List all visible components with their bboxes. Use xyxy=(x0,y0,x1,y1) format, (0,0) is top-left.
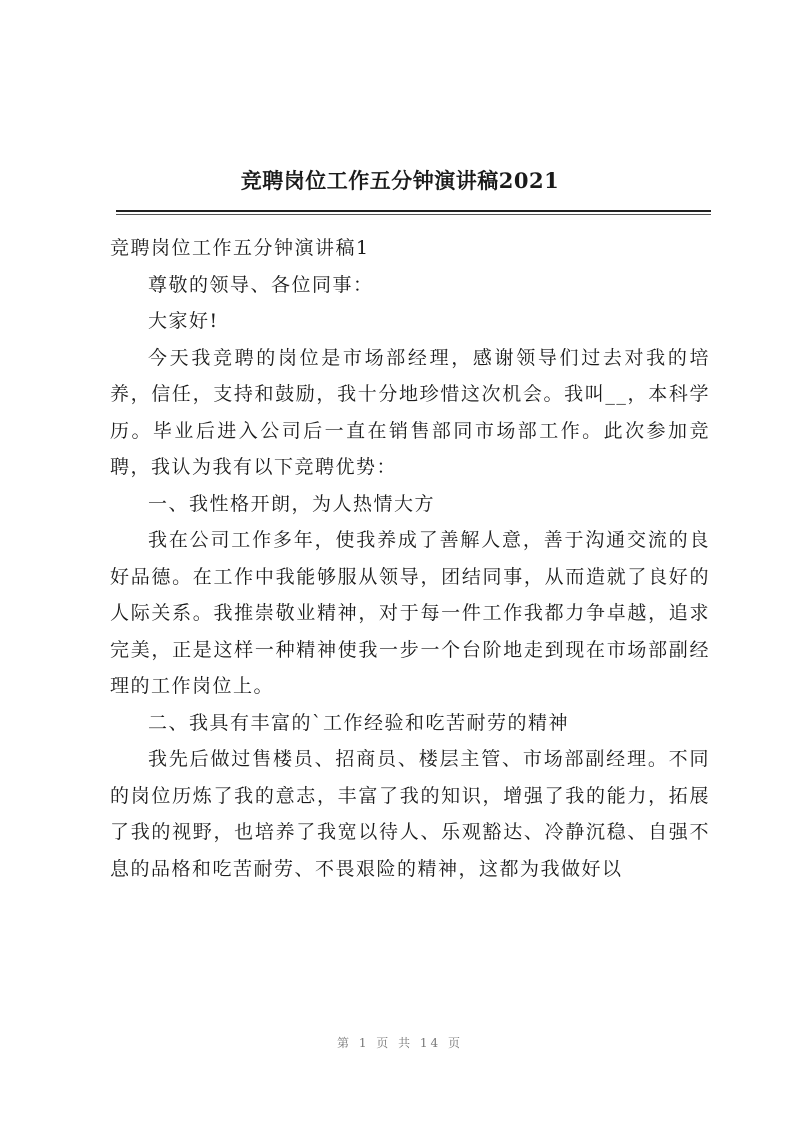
salutation: 尊敬的领导、各位同事： xyxy=(148,273,374,296)
greeting: 大家好! xyxy=(148,310,219,332)
section-heading-2: 二、我具有丰富的`工作经验和吃苦耐劳的精神 xyxy=(148,711,570,734)
page-footer: 第 1 页 共 14 页 xyxy=(337,1036,463,1050)
title-divider xyxy=(116,210,711,212)
paragraph-experience: 我先后做过售楼员、招商员、楼层主管、市场部副经理。不同的岗位历炼了我的意志，丰富了我的知识，增强了我的能力，拓展了我的视野，也培养了我宽以待人、乐观豁达、冷静沉稳、自强不息的品格和吃苦耐劳、不畏艰险的精神，这都为我做好以 xyxy=(110,748,710,880)
paragraph-personality: 我在公司工作多年，使我养成了善解人意，善于沟通交流的良好品德。在工作中我能够服从领导，团结同事，从而造就了良好的人际关系。我推崇敬业精神，对于每一件工作我都力争卓越，追求完美，正是这样一种精神使我一步一个台阶地走到现在市场部副经理的工作岗位上。 xyxy=(110,529,710,697)
document-subtitle: 竞聘岗位工作五分钟演讲稿1 xyxy=(110,237,370,259)
paragraph-intro: 今天我竞聘的岗位是市场部经理，感谢领导们过去对我的培养，信任，支持和鼓励，我十分地珍惜这次机会。我叫__，本科学历。毕业后进入公司后一直在销售部同市场部工作。此次参加竞聘，我认为我有以下竞聘优势： xyxy=(110,346,710,478)
title-divider-thin xyxy=(116,214,711,215)
section-heading-1: 一、我性格开朗，为人热情大方 xyxy=(148,492,436,515)
document-body xyxy=(110,230,710,887)
document-title: 竞聘岗位工作五分钟演讲稿2021 xyxy=(240,168,560,193)
